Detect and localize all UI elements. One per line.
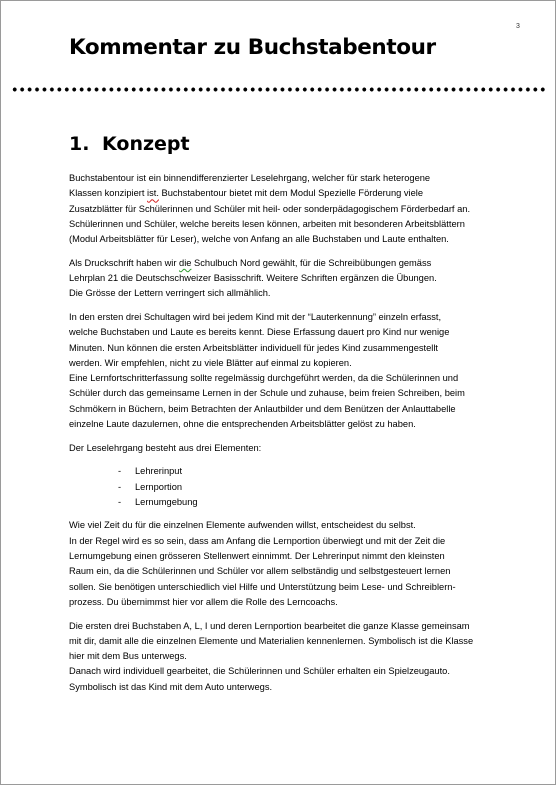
bullet-dash: - xyxy=(118,481,122,492)
paragraph-elements-intro xyxy=(69,441,519,456)
text-line: Zusatzblätter für Schülerinnen und Schüler mit heil- oder sonderpädagogischem Förderbedarf an. xyxy=(69,203,471,214)
list-item xyxy=(118,480,519,495)
paragraph-intro xyxy=(69,171,519,247)
elements-list xyxy=(69,464,519,510)
list-item xyxy=(118,464,519,479)
list-item-label: Lernportion xyxy=(135,481,183,492)
text-line: Lernumgebung einen grösseren Stellenwert einnimmt. Der Lehrerinput nimmt den kleinsten xyxy=(69,551,445,562)
text-line: werden. Wir empfehlen, nicht zu viele Blätter auf einmal zu kopieren. xyxy=(69,357,352,368)
text-line: Minuten. Nun können die ersten Arbeitsblätter individuell für jedes Kind zusammengestellt xyxy=(69,342,438,353)
paragraph-first-letters xyxy=(69,619,519,695)
text-line: mit dir, damit alle die einzelnen Elemente und Materialien kennenlernen. Symbolisch ist die Klasse xyxy=(69,635,474,646)
body-text xyxy=(69,171,519,703)
text-line: einzelne Laute dazulernen, ohne die entsprechenden Arbeitsblätter gelöst zu haben. xyxy=(69,419,416,430)
text-line: Die ersten drei Buchstaben A, L, I und deren Lernportion bearbeitet die ganze Klasse gemeinsam xyxy=(69,620,470,631)
text-line: Klassen konzipiert ist. Buchstabentour bietet mit dem Modul Spezielle Förderung viele xyxy=(69,188,423,199)
list-item-label: Lernumgebung xyxy=(135,496,198,507)
paragraph-assessment xyxy=(69,310,519,432)
text-line: prozess. Du übernimmst hier vor allem die Rolle des Lerncoachs. xyxy=(69,596,338,607)
section-title: Konzept xyxy=(102,133,190,155)
text-line: Danach wird individuell gearbeitet, die Schülerinnen und Schüler erhalten ein Spielzeugauto. xyxy=(69,666,450,677)
text-line: hier mit dem Bus unterwegs. xyxy=(69,651,187,662)
section-heading xyxy=(69,133,190,155)
text-line: Schülerinnen und Schüler, welche bereits lesen können, arbeiten mit besonderen Arbeitsblättern xyxy=(69,218,465,229)
bullet-dash: - xyxy=(118,496,122,507)
bullet-dash: - xyxy=(118,466,122,477)
text-line: In der Regel wird es so sein, dass am Anfang die Lernportion überwiegt und mit der Zeit die xyxy=(69,535,446,546)
dotted-divider xyxy=(11,86,547,93)
text-line: Schmökern in Büchern, beim Betrachten der Anlautbilder und dem Benützen der Anlauttabelle xyxy=(69,403,456,414)
text-line: welche Buchstaben und Laute es bereits kennt. Diese Erfassung dauert pro Kind nur wenige xyxy=(69,327,450,338)
list-item xyxy=(118,495,519,510)
text-line: (Modul Arbeitsblätter für Leser), welche von Anfang an alle Buchstaben und Laute enthalten. xyxy=(69,234,449,245)
text-line: Der Leselehrgang besteht aus drei Elementen: xyxy=(69,442,262,453)
spellcheck-mark: die xyxy=(179,257,192,268)
text-line: In den ersten drei Schultagen wird bei jedem Kind mit der “Lauterkennung” einzeln erfasst, xyxy=(69,311,442,322)
paragraph-time xyxy=(69,518,519,610)
text-line: sollen. Sie benötigen unterschiedlich viel Hilfe und Unterstützung beim Lese- und Schreiblern- xyxy=(69,581,456,592)
page-number: 3 xyxy=(516,23,520,30)
text-line: Buchstabentour ist ein binnendifferenzierter Leselehrgang, welcher für stark heterogene xyxy=(69,173,431,183)
section-number: 1. xyxy=(69,133,90,155)
paragraph-font xyxy=(69,256,519,302)
spellcheck-mark: ist. xyxy=(147,188,159,199)
list-item-label: Lehrerinput xyxy=(135,466,183,477)
text-line: Die Grösse der Lettern verringert sich allmählich. xyxy=(69,288,271,299)
document-title: Kommentar zu Buchstabentour xyxy=(69,35,436,60)
text-line: Symbolisch ist das Kind mit dem Auto unterwegs. xyxy=(69,681,273,692)
text-line: Wie viel Zeit du für die einzelnen Elemente aufwenden willst, entscheidest du selbst. xyxy=(69,520,416,531)
text-line: Schüler durch das gemeinsame Lernen in der Schule und zuhause, beim freien Schreiben, beim xyxy=(69,388,465,399)
text-line: Als Druckschrift haben wir die Schulbuch Nord gewählt, für die Schreibübungen gemäss xyxy=(69,257,432,268)
text-line: Eine Lernfortschritterfassung sollte regelmässig durchgeführt werden, da die Schülerinnen und xyxy=(69,373,459,384)
text-line: Lehrplan 21 die Deutschschweizer Basisschrift. Weitere Schriften ergänzen die Übungen. xyxy=(69,273,437,284)
text-line: Raum ein, da die Schülerinnen und Schüler vor allem selbständig und selbstgesteuert lernen xyxy=(69,566,451,577)
